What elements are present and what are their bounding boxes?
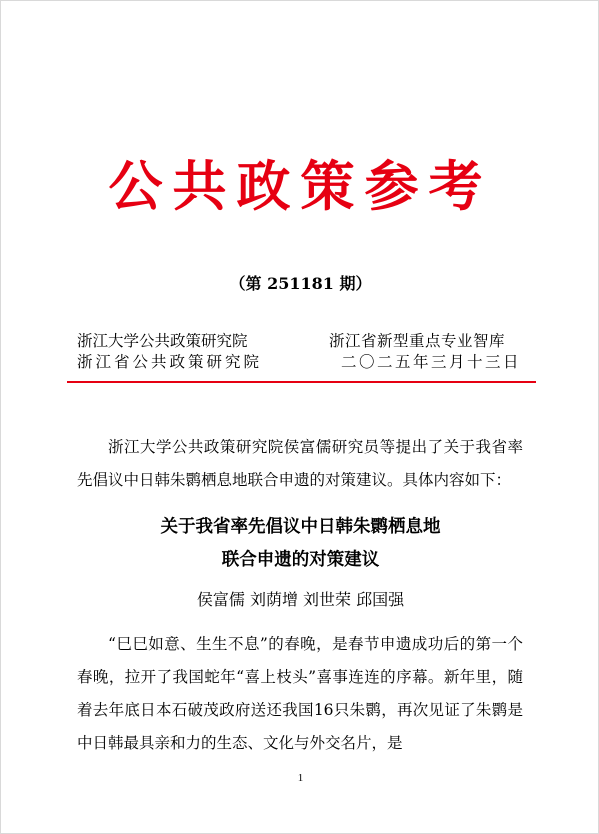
- masthead-title: 公共政策参考: [108, 154, 493, 218]
- body-paragraph: “巳巳如意、生生不息”的春晚，是春节申遗成功后的第一个春晚，拉开了我国蛇年“喜上枝头”喜事连连的序幕。新年里，随着去年底日本石破茂政府送还我国16只朱鹮，再次见证了朱鹮是中日韩最具亲和力的生态、文化与外交名片，是: [77, 635, 523, 752]
- publisher-left-line2: 浙江省公共政策研究院: [77, 353, 263, 371]
- red-divider: [67, 381, 536, 383]
- intro-paragraph: 浙江大学公共政策研究院侯富儒研究员等提出了关于我省率先倡议中日韩朱鹮栖息地联合申遗的对策建议。具体内容如下：: [77, 438, 523, 489]
- publication-date: 二〇二五年三月十三日: [341, 353, 522, 371]
- issue-number: （第 251181 期）: [229, 274, 372, 293]
- page-number: 1: [297, 772, 304, 784]
- article-authors: 侯富儒 刘荫增 刘世荣 邱国强: [196, 590, 405, 609]
- article-title-line2: 联合申遗的对策建议: [221, 550, 380, 570]
- publisher-left-line1: 浙江大学公共政策研究院: [77, 332, 248, 350]
- article-title-line1: 关于我省率先倡议中日韩朱鹮栖息地: [160, 517, 441, 537]
- publisher-right-line1: 浙江省新型重点专业智库: [329, 332, 506, 350]
